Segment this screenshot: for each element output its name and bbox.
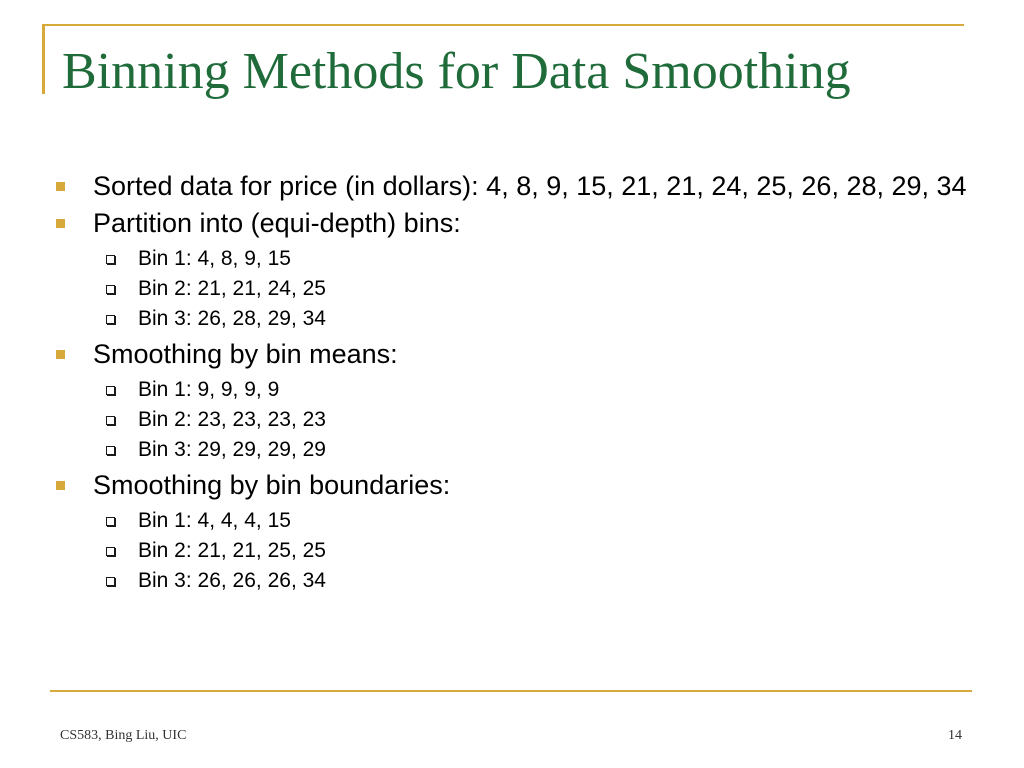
square-bullet-icon (56, 481, 65, 490)
hollow-square-bullet-icon (106, 416, 115, 425)
hollow-square-bullet-icon (106, 547, 115, 556)
bullet-bin-boundaries (54, 471, 984, 500)
sub-item-text: Bin 3: 26, 26, 26, 34 (138, 569, 326, 592)
square-bullet-icon (56, 219, 65, 228)
sub-item-text: Bin 1: 4, 4, 4, 15 (138, 509, 291, 532)
bullet-text: Smoothing by bin means: (93, 339, 398, 369)
hollow-square-bullet-icon (106, 517, 115, 526)
title-frame-top-rule (42, 24, 964, 26)
square-bullet-icon (56, 350, 65, 359)
sub-item (54, 566, 984, 596)
sub-item-text: Bin 2: 21, 21, 25, 25 (138, 539, 326, 562)
slide-title: Binning Methods for Data Smoothing (62, 43, 851, 100)
slide-content (54, 172, 984, 602)
sub-item (54, 304, 984, 334)
partition-bins-list (54, 244, 984, 334)
sub-item (54, 536, 984, 566)
hollow-square-bullet-icon (106, 446, 115, 455)
sub-item (54, 244, 984, 274)
title-frame-left-rule (42, 24, 45, 94)
bin-means-list (54, 375, 984, 465)
sub-item (54, 405, 984, 435)
sub-item (54, 375, 984, 405)
bullet-text: Partition into (equi-depth) bins: (93, 208, 461, 238)
sub-item-text: Bin 1: 9, 9, 9, 9 (138, 378, 280, 401)
footer-rule (50, 690, 972, 692)
hollow-square-bullet-icon (106, 285, 115, 294)
square-bullet-icon (56, 182, 65, 191)
sub-item-text: Bin 3: 29, 29, 29, 29 (138, 438, 326, 461)
hollow-square-bullet-icon (106, 577, 115, 586)
hollow-square-bullet-icon (106, 315, 115, 324)
sub-item-text: Bin 3: 26, 28, 29, 34 (138, 307, 326, 330)
sub-item (54, 435, 984, 465)
sub-item-text: Bin 1: 4, 8, 9, 15 (138, 247, 291, 270)
sub-item (54, 506, 984, 536)
hollow-square-bullet-icon (106, 255, 115, 264)
bullet-text: Sorted data for price (in dollars): 4, 8, 9, 15, 21, 21, 24, 25, 26, 28, 29, 34 (93, 171, 967, 201)
sub-item-text: Bin 2: 23, 23, 23, 23 (138, 408, 326, 431)
bullet-sorted-data (54, 172, 984, 201)
hollow-square-bullet-icon (106, 386, 115, 395)
sub-item-text: Bin 2: 21, 21, 24, 25 (138, 277, 326, 300)
page-number: 14 (948, 728, 962, 743)
bin-boundaries-list (54, 506, 984, 596)
sub-item (54, 274, 984, 304)
footer-course-info: CS583, Bing Liu, UIC (60, 728, 187, 743)
bullet-bin-means (54, 340, 984, 369)
bullet-partition (54, 209, 984, 238)
bullet-text: Smoothing by bin boundaries: (93, 470, 451, 500)
